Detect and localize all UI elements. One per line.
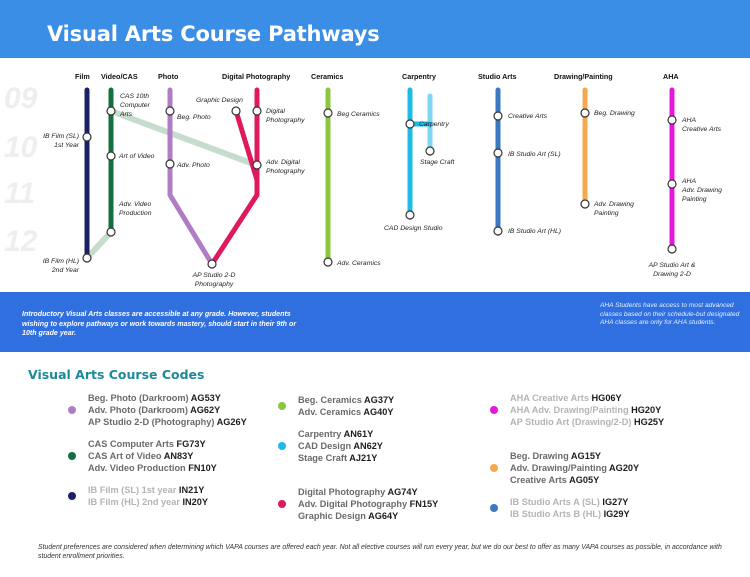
- station-art-of-video: [107, 152, 115, 160]
- label-ap-studio-2d-line: Photography: [194, 281, 234, 288]
- footer-note: Student preferences are considered when determining which VAPA courses are offered each year. Not all elective courses will run every year, but we do our best to offer as many VAPA courses as possible, in accordance with student enrollment priorities.: [38, 544, 722, 560]
- course-name: AHA Adv. Drawing/Painting: [510, 405, 632, 415]
- course-name: Adv. Video Production: [88, 463, 189, 473]
- grade-watermarks: [4, 82, 38, 258]
- course-code-row: [298, 486, 438, 498]
- station-beg-ceramics: [324, 109, 332, 117]
- course-name: CAS Computer Arts: [88, 439, 177, 449]
- label-aha-adv-drawing-line: Painting: [682, 196, 707, 203]
- label-aha-creative-line: AHA: [682, 117, 696, 124]
- code-group-lines: [88, 392, 247, 428]
- label-digital-photo-line: Photography: [266, 117, 305, 124]
- course-name: AP Studio 2-D (Photography): [88, 417, 217, 427]
- course-code: AG37Y: [364, 395, 395, 405]
- course-code-row: [510, 404, 664, 416]
- station-adv-ceramics: [324, 258, 332, 266]
- label-cas-10th-line: Arts: [120, 111, 133, 118]
- course-name: Adv. Drawing/Painting: [510, 463, 610, 473]
- course-code-row: [88, 438, 217, 450]
- course-name: Graphic Design: [298, 511, 369, 521]
- course-code: AG40Y: [363, 407, 394, 417]
- column-headers: [75, 72, 679, 81]
- page-title: Visual Arts Course Pathways: [47, 22, 380, 46]
- column-studio-arts: Studio Arts: [478, 72, 517, 81]
- label-digital-photo-line: Digital: [266, 108, 285, 115]
- course-code-row: [298, 406, 394, 418]
- course-name: CAD Design: [298, 441, 354, 451]
- column-digital-photography: Digital Photography: [222, 72, 291, 81]
- station-ib-studio-sl: [494, 149, 502, 157]
- label-film-ib-sl-line: IB Film (SL): [43, 133, 79, 140]
- course-name: Stage Craft: [298, 453, 350, 463]
- course-code: IG27Y: [602, 497, 629, 507]
- station-stage-craft: [426, 147, 434, 155]
- station-adv-drawing: [581, 200, 589, 208]
- code-group-dot: [68, 492, 76, 500]
- course-name: Adv. Photo (Darkroom): [88, 405, 191, 415]
- station-graphic-design: [232, 107, 240, 115]
- column-carpentry: Carpentry: [402, 72, 436, 81]
- course-code: IG29Y: [603, 509, 630, 519]
- course-code: AN62Y: [353, 441, 383, 451]
- course-code: IN21Y: [178, 485, 205, 495]
- course-code-row: [510, 508, 630, 520]
- course-code-row: [88, 404, 247, 416]
- label-ap-studio-art-line: AP Studio Art &: [648, 262, 696, 269]
- label-art-of-video: Art of Video: [119, 153, 155, 160]
- label-adv-video-line: Adv. Video: [119, 201, 152, 208]
- label-adv-photo: Adv. Photo: [177, 162, 210, 169]
- course-name: Adv. Digital Photography: [298, 499, 410, 509]
- column-photo: Photo: [158, 72, 179, 81]
- course-code: HG06Y: [591, 393, 622, 403]
- station-creative-arts: [494, 112, 502, 120]
- station-beg-drawing: [581, 109, 589, 117]
- station-adv-photo: [166, 160, 174, 168]
- course-name: CAS Art of Video: [88, 451, 164, 461]
- label-cad-design: CAD Design Studio: [384, 225, 443, 232]
- station-ap-studio-2d: [208, 260, 216, 268]
- route-digital: [212, 90, 257, 264]
- grade-11: 11: [4, 177, 36, 210]
- label-graphic-design: Graphic Design: [196, 97, 243, 104]
- course-name: Beg. Ceramics: [298, 395, 365, 405]
- label-film-ib-hl-line: 2nd Year: [51, 267, 79, 274]
- course-code-row: [298, 498, 438, 510]
- banner-intro-text: Introductory Visual Arts classes are accessible at any grade. However, students wishing to explore pathways or work towards mastery, should start in their 9th or 10th grade year.: [22, 310, 297, 337]
- label-adv-video: [118, 201, 152, 217]
- course-code: AG05Y: [569, 475, 600, 485]
- grade-12: 12: [4, 225, 38, 258]
- course-code: AG74Y: [387, 487, 418, 497]
- banner-aha-note: AHA Students have access to most advanced classes based on their schedule-but designated AHA classes are only for AHA students.: [600, 302, 740, 327]
- course-code-row: [510, 496, 630, 508]
- column-drawing-painting: Drawing/Painting: [554, 72, 613, 81]
- course-code-row: [298, 510, 438, 522]
- course-name: IB Film (SL) 1st year: [88, 485, 179, 495]
- station-film-ib-hl: [83, 254, 91, 262]
- course-codes-title: Visual Arts Course Codes: [28, 367, 205, 382]
- label-film-ib-sl: [43, 133, 80, 149]
- code-group-dot: [490, 406, 498, 414]
- course-name: IB Film (HL) 2nd year: [88, 497, 183, 507]
- route-graphic-design: [236, 111, 257, 180]
- connector-film-to-video: [87, 232, 111, 258]
- code-group-dot: [278, 442, 286, 450]
- code-group-lines: [510, 496, 630, 520]
- course-name: AHA Creative Arts: [510, 393, 592, 403]
- label-ib-studio-hl: IB Studio Art (HL): [508, 228, 562, 235]
- label-beg-drawing: Beg. Drawing: [594, 110, 635, 117]
- code-group-lines: [510, 392, 664, 428]
- label-ap-studio-art: [648, 262, 696, 278]
- course-code-row: [510, 450, 639, 462]
- course-code: AG20Y: [609, 463, 640, 473]
- label-beg-photo: Beg. Photo: [177, 114, 211, 121]
- course-code-row: [298, 428, 383, 440]
- station-aha-adv-drawing: [668, 180, 676, 188]
- course-code: AG62Y: [190, 405, 221, 415]
- course-code: AG26Y: [216, 417, 247, 427]
- label-aha-creative-line: Creative Arts: [682, 126, 722, 133]
- course-code: AG64Y: [368, 511, 399, 521]
- station-film-ib-sl: [83, 133, 91, 141]
- grade-09: 09: [4, 82, 38, 115]
- course-code-row: [510, 392, 664, 404]
- code-group-lines: [88, 438, 217, 474]
- course-code: AN83Y: [163, 451, 194, 461]
- label-adv-drawing: [593, 201, 634, 217]
- station-cad-design: [406, 211, 414, 219]
- code-group-dot: [68, 452, 76, 460]
- course-code-row: [88, 484, 208, 496]
- station-carpentry: [406, 120, 414, 128]
- course-name: Carpentry: [298, 429, 344, 439]
- label-adv-drawing-line: Adv. Drawing: [594, 201, 634, 208]
- station-ib-studio-hl: [494, 227, 502, 235]
- course-code: FN15Y: [409, 499, 439, 509]
- label-film-ib-sl-line: 1st Year: [54, 142, 79, 149]
- course-code-row: [510, 462, 639, 474]
- code-group-lines: [298, 428, 383, 464]
- code-group-lines: [298, 394, 394, 418]
- station-ap-studio-art: [668, 245, 676, 253]
- label-aha-adv-drawing-line: Adv. Drawing: [682, 187, 722, 194]
- course-name: AP Studio Art (Drawing/2-D): [510, 417, 635, 427]
- label-ap-studio-2d: [192, 272, 236, 288]
- label-adv-digital: [265, 159, 305, 175]
- course-name: IB Studio Arts A (SL): [510, 497, 603, 507]
- course-code-row: [510, 474, 639, 486]
- code-group-dot: [278, 402, 286, 410]
- label-adv-drawing-line: Painting: [594, 210, 619, 217]
- label-adv-video-line: Production: [119, 210, 152, 217]
- label-ap-studio-art-line: Drawing 2-D: [653, 271, 691, 278]
- label-carpentry: Carpentry: [419, 121, 449, 128]
- label-digital-photo: [266, 108, 305, 124]
- code-group-dot: [68, 406, 76, 414]
- course-code-row: [510, 416, 664, 428]
- course-name: Creative Arts: [510, 475, 570, 485]
- label-creative-arts: Creative Arts: [508, 113, 548, 120]
- label-cas-10th-line: CAS 10th: [120, 93, 150, 100]
- code-group-dot: [490, 504, 498, 512]
- station-adv-video: [107, 228, 115, 236]
- course-code: FG73Y: [176, 439, 206, 449]
- info-banner: [0, 292, 750, 352]
- course-code-row: [88, 462, 217, 474]
- course-code: AG15Y: [570, 451, 602, 461]
- column-aha: AHA: [663, 72, 679, 81]
- label-cas-10th-line: Computer: [120, 102, 150, 109]
- label-cas-10th: [119, 93, 151, 118]
- label-ib-studio-sl: IB Studio Art (SL): [508, 151, 561, 158]
- label-beg-ceramics: Beg Ceramics: [337, 111, 380, 118]
- course-code: AJ21Y: [349, 453, 378, 463]
- station-adv-digital: [253, 161, 261, 169]
- label-ap-studio-2d-line: AP Studio 2-D: [192, 272, 236, 279]
- code-group-dot: [490, 464, 498, 472]
- course-name: IB Studio Arts B (HL): [510, 509, 604, 519]
- course-name: Beg. Drawing: [510, 451, 571, 461]
- course-code: HG20Y: [631, 405, 662, 415]
- course-code: HG25Y: [634, 417, 665, 427]
- grade-10: 10: [4, 131, 38, 164]
- course-name: Beg. Photo (Darkroom): [88, 393, 191, 403]
- station-digital-photo: [253, 107, 261, 115]
- label-aha-creative: [681, 117, 722, 133]
- course-name: Digital Photography: [298, 487, 388, 497]
- course-code-row: [88, 416, 247, 428]
- course-code-row: [88, 450, 217, 462]
- course-code-row: [298, 452, 383, 464]
- station-cas-10th: [107, 107, 115, 115]
- course-code: AN61Y: [343, 429, 374, 439]
- code-group-dot: [278, 500, 286, 508]
- station-beg-photo: [166, 107, 174, 115]
- label-film-ib-hl-line: IB Film (HL): [42, 258, 79, 265]
- column-film: Film: [75, 72, 90, 81]
- label-adv-digital-line: Adv. Digital: [266, 159, 300, 166]
- column-video-cas: Video/CAS: [101, 72, 138, 81]
- course-code-row: [298, 440, 383, 452]
- code-group-lines: [510, 450, 639, 486]
- station-aha-creative: [668, 116, 676, 124]
- label-aha-adv-drawing: [681, 178, 722, 203]
- course-code: IN20Y: [182, 497, 208, 507]
- label-adv-ceramics: Adv. Ceramics: [337, 260, 381, 267]
- course-code-row: [298, 394, 394, 406]
- code-group-lines: [298, 486, 438, 522]
- label-film-ib-hl: [43, 258, 80, 274]
- label-adv-digital-line: Photography: [266, 168, 305, 175]
- column-ceramics: Ceramics: [311, 72, 344, 81]
- course-code: AG53Y: [190, 393, 221, 403]
- label-aha-adv-drawing-line: AHA: [682, 178, 696, 185]
- course-code-row: [88, 392, 247, 404]
- course-code: FN10Y: [188, 463, 217, 473]
- course-code-row: [88, 496, 208, 508]
- code-group-lines: [88, 484, 208, 508]
- label-stage-craft: Stage Craft: [420, 159, 455, 166]
- course-name: Adv. Ceramics: [298, 407, 364, 417]
